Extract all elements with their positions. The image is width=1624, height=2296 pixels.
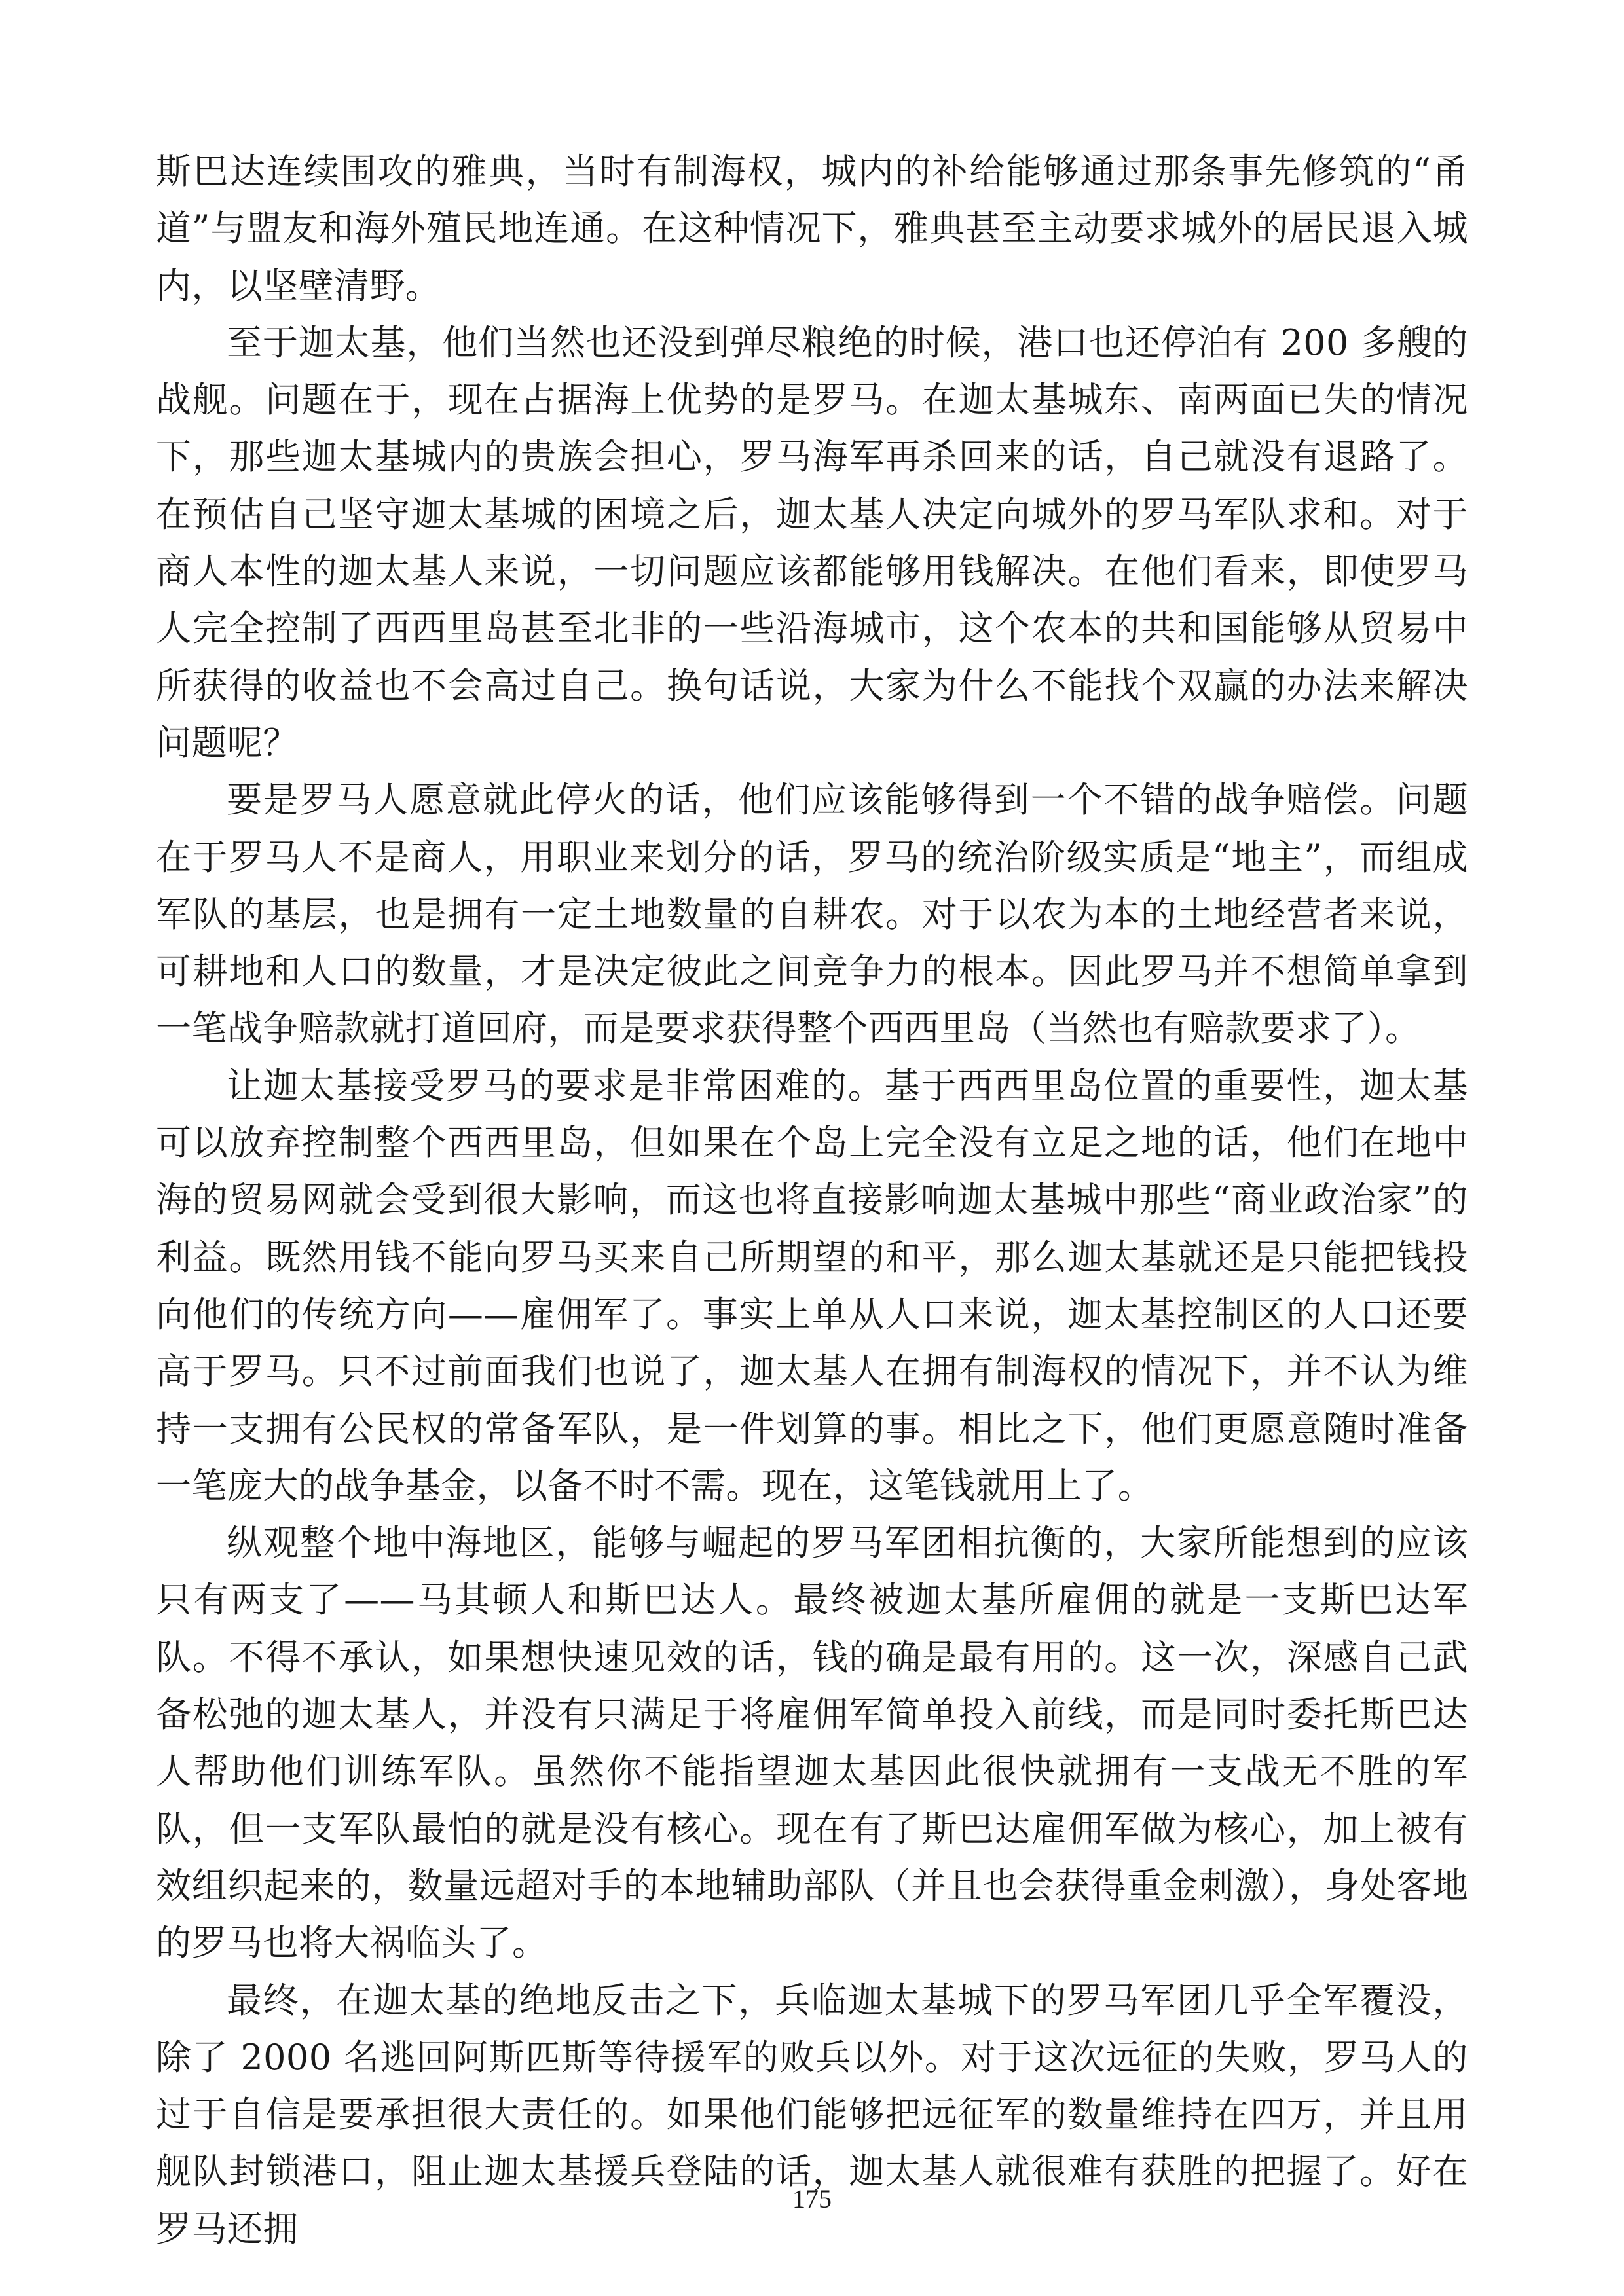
paragraph-1: 斯巴达连续围攻的雅典，当时有制海权，城内的补给能够通过那条事先修筑的“甬道”与盟友和海外殖民地连通。在这种情况下，雅典甚至主动要求城外的居民退入城内，以坚壁清野。 — [156, 151, 1468, 306]
paragraph-4: 让迦太基接受罗马的要求是非常困难的。基于西西里岛位置的重要性，迦太基可以放弃控制整个西西里岛，但如果在个岛上完全没有立足之地的话，他们在地中海的贸易网就会受到很大影响，而这也将直接影响迦太基城中那些“商业政治家”的利益。既然用钱不能向罗马买来自己所期望的和平，那么迦太基就还是只能把钱投向他们的传统方向——雇佣军了。事实上单从人口来说，迦太基控制区的人口还要高于罗马。只不过前面我们也说了，迦太基人在拥有制海权的情况下，并不认为维持一支拥有公民权的常备军队，是一件划算的事。相比之下，他们更愿意随时准备一笔庞大的战争基金，以备不时不需。现在，这笔钱就用上了。 — [156, 1065, 1468, 1506]
body-text — [156, 143, 1468, 2257]
paragraph-2: 至于迦太基，他们当然也还没到弹尽粮绝的时候，港口也还停泊有 200 多艘的战舰。问题在于，现在占据海上优势的是罗马。在迦太基城东、南两面已失的情况下，那些迦太基城内的贵族会担心，罗马海军再杀回来的话，自己就没有退路了。在预估自己坚守迦太基城的困境之后，迦太基人决定向城外的罗马军队求和。对于商人本性的迦太基人来说，一切问题应该都能够用钱解决。在他们看来，即使罗马人完全控制了西西里岛甚至北非的一些沿海城市，这个农本的共和国能够从贸易中所获得的收益也不会高过自己。换句话说，大家为什么不能找个双赢的办法来解决问题呢？ — [156, 321, 1468, 763]
paragraph-3: 要是罗马人愿意就此停火的话，他们应该能够得到一个不错的战争赔偿。问题在于罗马人不是商人，用职业来划分的话，罗马的统治阶级实质是“地主”，而组成军队的基层，也是拥有一定土地数量的自耕农。对于以农为本的土地经营者来说，可耕地和人口的数量，才是决定彼此之间竞争力的根本。因此罗马并不想简单拿到一笔战争赔款就打道回府，而是要求获得整个西西里岛（当然也有赔款要求了）。 — [156, 779, 1468, 1049]
paragraph-5: 纵观整个地中海地区，能够与崛起的罗马军团相抗衡的，大家所能想到的应该只有两支了——马其顿人和斯巴达人。最终被迦太基所雇佣的就是一支斯巴达军队。不得不承认，如果想快速见效的话，钱的确是最有用的。这一次，深感自己武备松弛的迦太基人，并没有只满足于将雇佣军简单投入前线，而是同时委托斯巴达人帮助他们训练军队。虽然你不能指望迦太基因此很快就拥有一支战无不胜的军队，但一支军队最怕的就是没有核心。现在有了斯巴达雇佣军做为核心，加上被有效组织起来的，数量远超对手的本地辅助部队（并且也会获得重金刺激），身处客地的罗马也将大祸临头了。 — [156, 1522, 1468, 1964]
page-number: 175 — [792, 2184, 832, 2214]
paragraph-6: 最终，在迦太基的绝地反击之下，兵临迦太基城下的罗马军团几乎全军覆没，除了 2000 名逃回阿斯匹斯等待援军的败兵以外。对于这次远征的失败，罗马人的过于自信是要承担很大责任的。如果他们能够把远征军的数量维持在四万，并且用舰队封锁港口，阻止迦太基援兵登陆的话，迦太基人就很难有获胜的把握了。好在罗马还拥 — [156, 1979, 1468, 2250]
